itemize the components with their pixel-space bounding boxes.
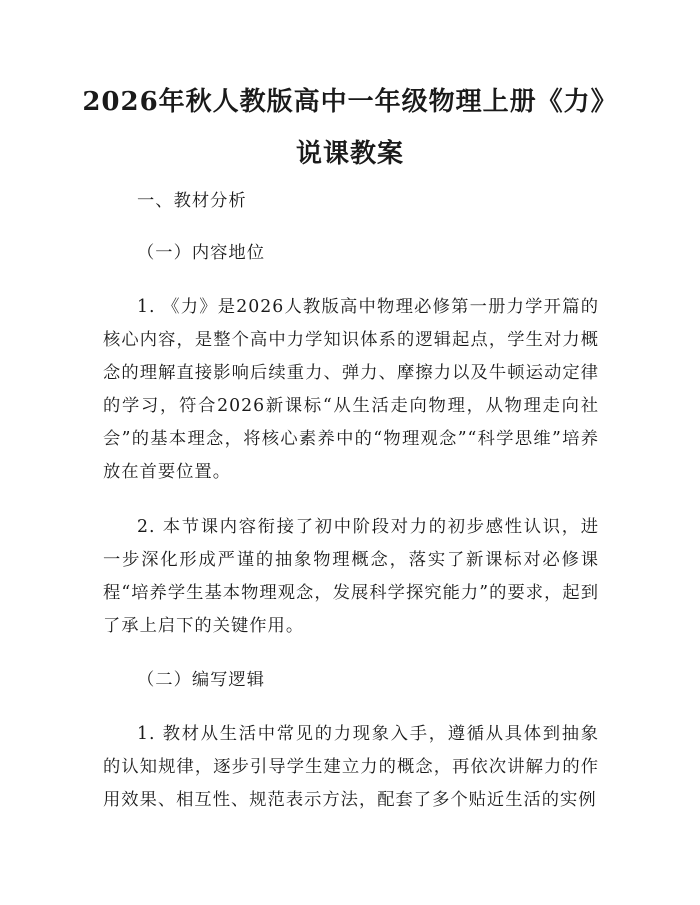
title-line-1: 2026年秋人教版高中一年级物理上册《力》 <box>82 87 618 117</box>
paragraph: 1. 教材从生活中常见的力现象入手，遵循从具体到抽象的认知规律，逐步引导学生建立力的概念，再依次讲解力的作用效果、相互性、规范表示方法，配套了多个贴近生活的实例 <box>103 724 599 810</box>
paragraph: 2. 本节课内容衔接了初中阶段对力的初步感性认识，进一步深化形成严谨的抽象物理概念，落实了新课标对必修课程“培养学生基本物理观念，发展科学探究能力”的要求，起到了承上启下的关键作用。 <box>103 517 599 636</box>
subsection-heading-writing-logic: （二）编写逻辑 <box>137 670 265 690</box>
subsection-heading-content-position: （一）内容地位 <box>137 243 265 263</box>
document-body <box>103 186 599 817</box>
section-heading: 一、教材分析 <box>137 191 247 211</box>
document-title <box>0 80 700 176</box>
paragraph: 1. 《力》是2026人教版高中物理必修第一册力学开篇的核心内容，是整个高中力学知识体系的逻辑起点，学生对力概念的理解直接影响后续重力、弹力、摩擦力以及牛顿运动定律的学习，符合2026新课标“从生活走向物理，从物理走向社会”的基本理念，将核心素养中的“物理观念”“科学思维”培养放在首要位置。 <box>103 297 599 482</box>
title-line-2: 说课教案 <box>295 139 404 169</box>
